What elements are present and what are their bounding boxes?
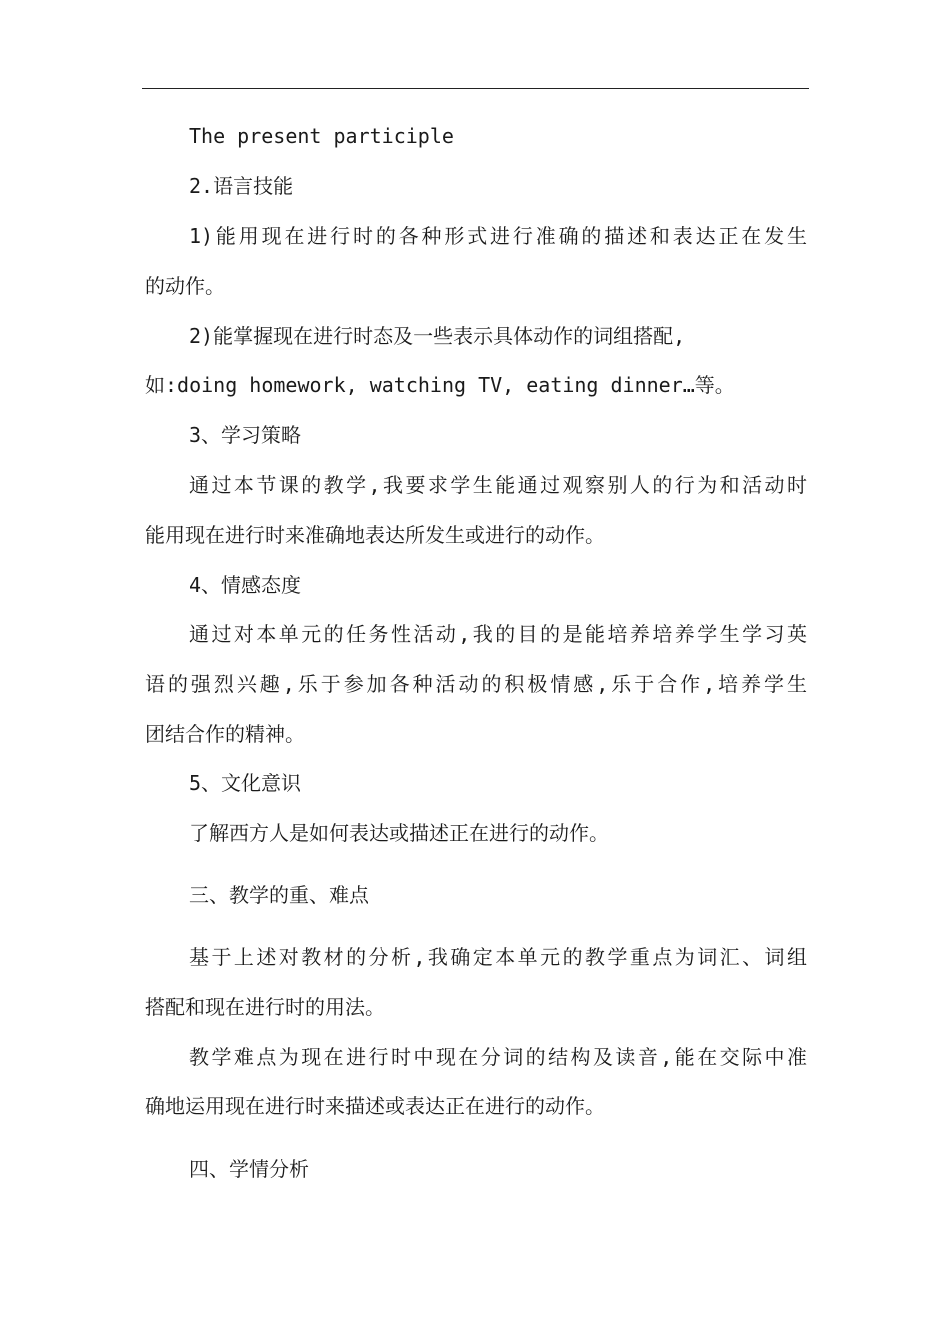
section-heading: 三、教学的重、难点 (189, 883, 369, 907)
text-line: 语的强烈兴趣,乐于参加各种活动的积极情感,乐于合作,培养学生 (145, 672, 807, 696)
section-heading: 4、情感态度 (189, 573, 302, 597)
section-heading: 2.语言技能 (189, 174, 294, 198)
text-line: 教学难点为现在进行时中现在分词的结构及读音,能在交际中准 (189, 1045, 807, 1069)
text-line: 的动作。 (145, 274, 225, 298)
text-line: 基于上述对教材的分析,我确定本单元的教学重点为词汇、词组 (189, 945, 807, 969)
text-line: 通过本节课的教学,我要求学生能通过观察别人的行为和活动时 (189, 473, 807, 497)
text-line: 了解西方人是如何表达或描述正在进行的动作。 (189, 821, 609, 845)
text-line: 1)能用现在进行时的各种形式进行准确的描述和表达正在发生 (189, 224, 807, 248)
text-line: 团结合作的精神。 (145, 722, 305, 746)
section-heading: 四、学情分析 (189, 1157, 309, 1181)
header-rule (142, 88, 809, 89)
section-heading: 3、学习策略 (189, 423, 302, 447)
text-line: The present participle (189, 124, 454, 148)
text-line: 如:doing homework, watching TV, eating dinner…等。 (145, 373, 735, 397)
section-heading: 5、文化意识 (189, 771, 302, 795)
text-line: 确地运用现在进行时来描述或表达正在进行的动作。 (145, 1094, 605, 1118)
text-line: 2)能掌握现在进行时态及一些表示具体动作的词组搭配, (189, 324, 686, 348)
text-line: 搭配和现在进行时的用法。 (145, 995, 385, 1019)
text-line: 能用现在进行时来准确地表达所发生或进行的动作。 (145, 523, 605, 547)
text-line: 通过对本单元的任务性活动,我的目的是能培养培养学生学习英 (189, 622, 807, 646)
